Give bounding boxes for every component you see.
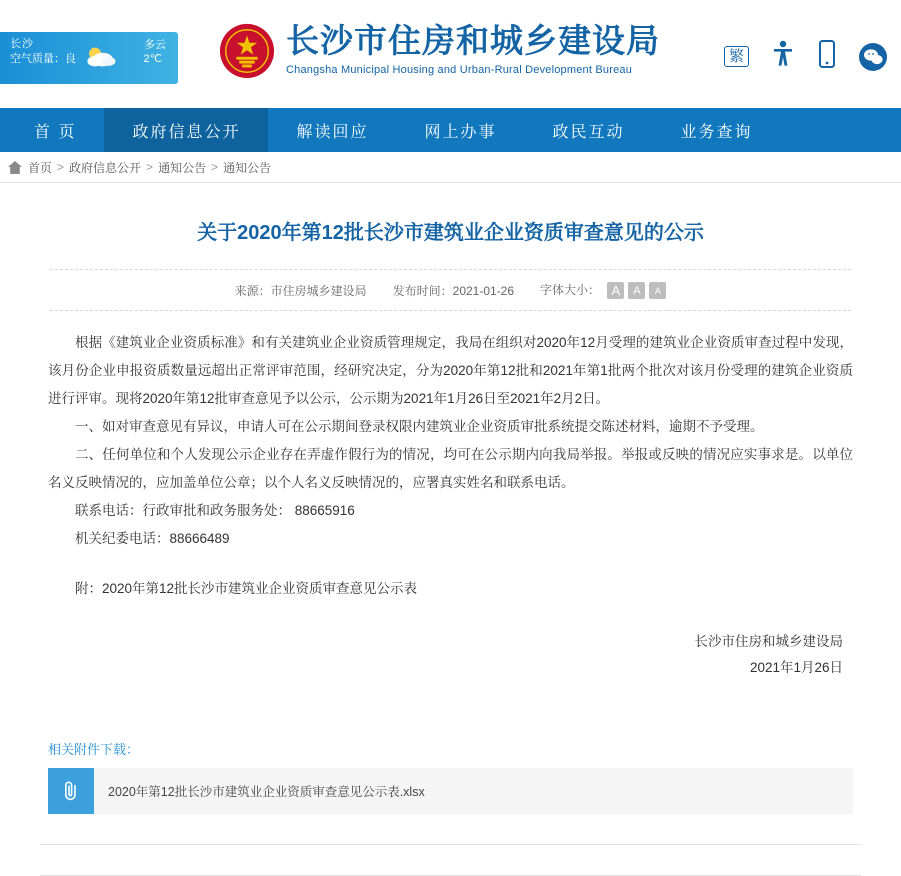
article-sign-date: 2021年1月26日 [749, 660, 843, 675]
font-size-medium-button[interactable]: A [628, 282, 645, 299]
article-source-value: 市住房城乡建设局 [270, 283, 367, 298]
font-size-large-button[interactable]: A [607, 282, 624, 299]
font-size-small-button[interactable]: A [649, 282, 666, 299]
breadcrumb-separator: > [57, 160, 65, 174]
header-icon-group [724, 40, 887, 73]
weather-widget [0, 32, 178, 84]
nav-home[interactable]: 首 页 [34, 123, 77, 141]
attachment-section-title: 相关附件下载： [48, 742, 140, 757]
nav-online-service[interactable]: 网上办事 [424, 123, 497, 141]
article-signature-block [48, 629, 853, 681]
site-logo[interactable] [218, 22, 660, 80]
article-paragraph-1: 根据《建筑业企业资质标准》和有关建筑业企业资质管理规定，我局在组织对2020年12月受理的建筑业企业资质审查过程中发现，该月份企业申报资质数量远超出正常评审范围，经研究决定，分为2020年第12批和2021年第1批两个批次对该月份受理的建筑企业资质进行评审。现将2020年第12批审查意见予以公示，公示期为2021年1月26日至2021年2月2日。 [48, 335, 853, 406]
article-body [40, 311, 861, 681]
breadcrumb-item-notice-current[interactable]: 通知公告 [223, 160, 272, 175]
nav-business-query[interactable]: 业务查询 [680, 123, 753, 141]
article-contact-1: 联系电话：行政审批和政务服务处： 88665916 [75, 503, 355, 518]
article-source [235, 282, 367, 299]
article-meta [50, 269, 851, 311]
attachment-item[interactable] [48, 768, 853, 814]
font-size-control [540, 281, 666, 299]
article-signature: 长沙市住房和城乡建设局 [694, 634, 843, 649]
article-container [0, 183, 901, 834]
breadcrumb-separator: > [211, 160, 219, 174]
article-paragraph-2: 一、如对审查意见有异议，申请人可在公示期间登录权限内建筑业企业资质审批系统提交陈述材料，逾期不予受理。 [75, 419, 764, 434]
site-title-block [286, 26, 660, 76]
article-source-label: 来源： [234, 283, 271, 298]
accessibility-icon[interactable] [771, 40, 795, 73]
attachment-file-name[interactable]: 2020年第12批长沙市建筑业企业资质审查意见公示表.xlsx [108, 785, 425, 799]
article-publish-time [393, 282, 514, 299]
breadcrumb-item-government-info[interactable]: 政府信息公开 [69, 160, 142, 175]
weather-temperature: 2℃ [143, 53, 162, 65]
article-attachment-note: 附：2020年第12批长沙市建筑业企业资质审查意见公示表 [75, 581, 418, 596]
weather-condition: 多云 [144, 39, 166, 51]
article-publish-value: 2021-01-26 [452, 283, 515, 298]
breadcrumb-item-home[interactable]: 首页 [28, 160, 53, 175]
breadcrumb [0, 152, 901, 183]
site-title-cn: 长沙市住房和城乡建设局 [286, 24, 660, 60]
wechat-icon[interactable] [859, 43, 887, 71]
page-title: 关于2020年第12批长沙市建筑业企业资质审查意见的公示 [197, 222, 704, 244]
font-size-buttons [607, 282, 666, 299]
content-divider [40, 844, 861, 845]
site-header [0, 0, 901, 108]
traditional-chinese-toggle[interactable]: 繁 [724, 46, 749, 67]
article-contact-2: 机关纪委电话：88666489 [75, 531, 230, 546]
main-navigation [0, 108, 901, 152]
weather-right-group [84, 38, 170, 66]
attachment-section [48, 739, 853, 834]
cloud-sun-icon [84, 44, 118, 70]
weather-city: 长沙 [10, 38, 34, 50]
national-emblem-icon [218, 22, 276, 80]
home-icon[interactable] [8, 161, 22, 174]
article-paragraph-3: 二、任何单位和个人发现公示企业存在弄虚作假行为的情况，均可在公示期内向我局举报。举报或反映的情况应实事求是。以单位名义反映情况的，应加盖单位公章；以个人名义反映情况的，应署真实姓名和联系电话。 [48, 447, 853, 490]
site-title-en: Changsha Municipal Housing and Urban-Rural Development Bureau [286, 64, 633, 76]
weather-air-quality: 空气质量：良 [10, 53, 76, 65]
article-publish-label: 发布时间： [392, 283, 453, 298]
breadcrumb-item-notice[interactable]: 通知公告 [158, 160, 207, 175]
breadcrumb-separator: > [146, 160, 154, 174]
nav-government-info[interactable]: 政府信息公开 [104, 108, 268, 152]
font-size-label: 字体大小： [540, 282, 601, 297]
nav-interpretation[interactable]: 解读回应 [296, 123, 369, 141]
nav-interaction[interactable]: 政民互动 [552, 123, 625, 141]
mobile-icon[interactable] [817, 40, 837, 73]
paperclip-icon [48, 768, 94, 814]
